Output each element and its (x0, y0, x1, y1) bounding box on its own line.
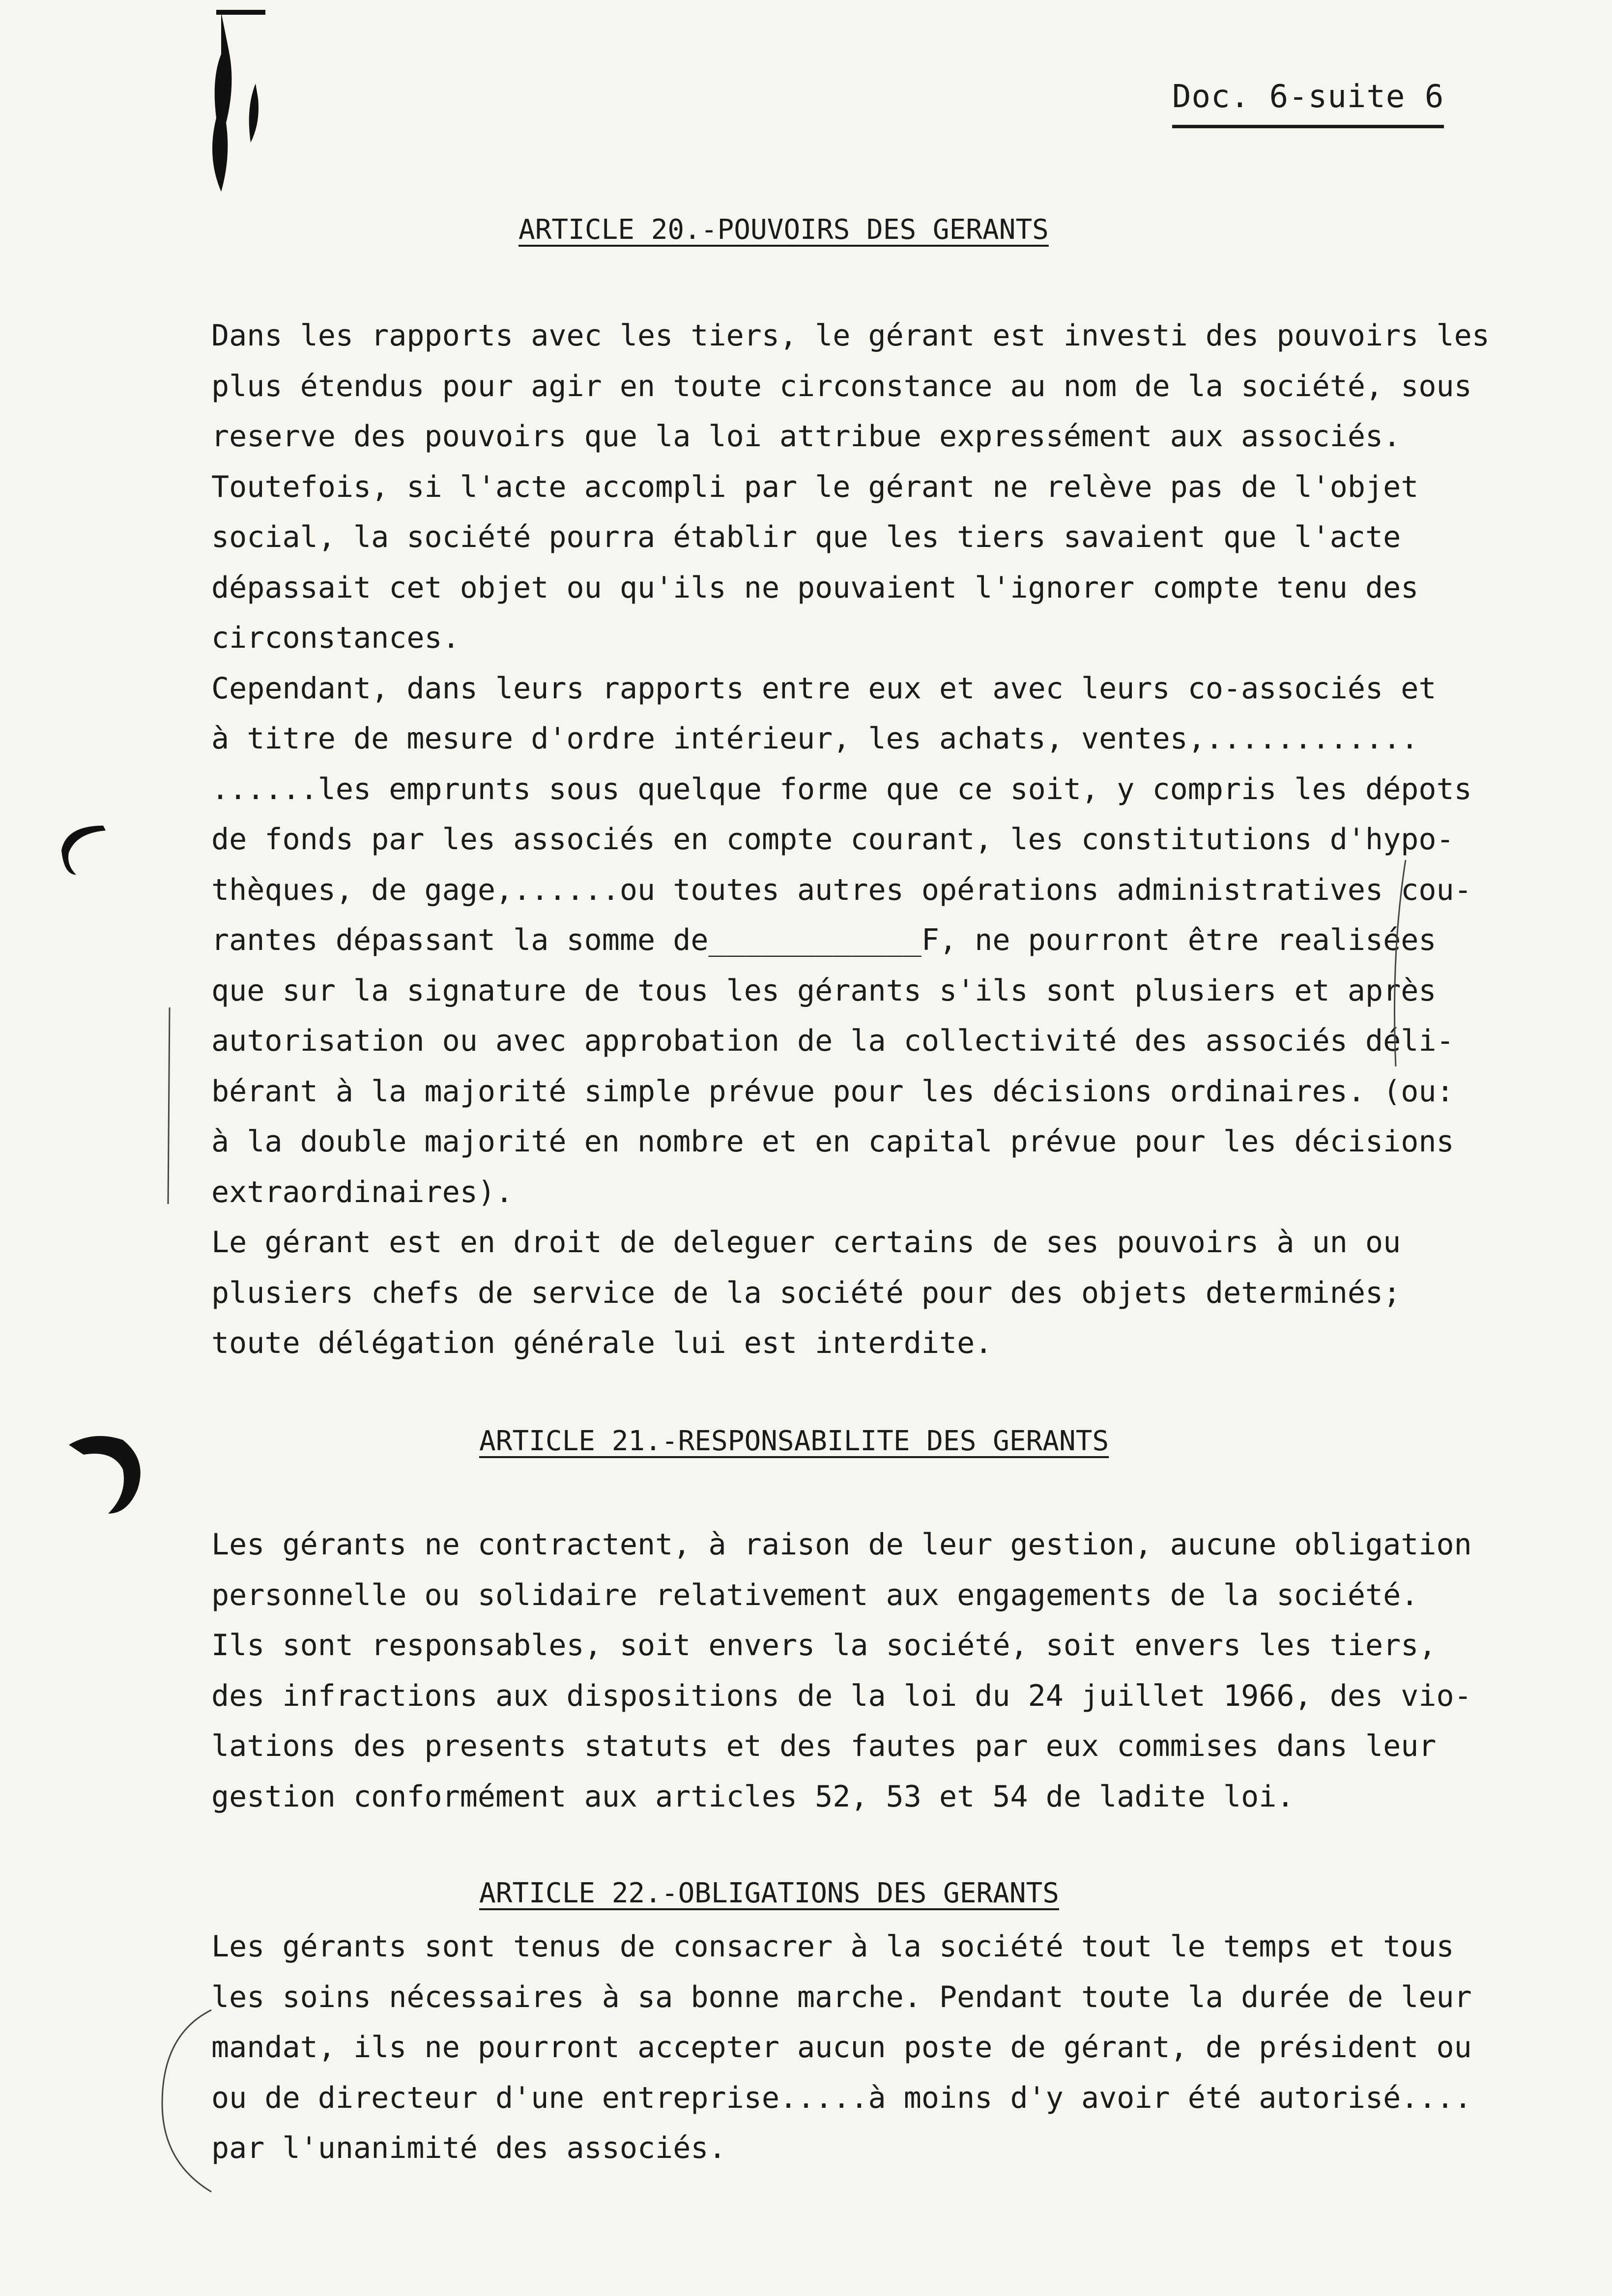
article-21-body: Les gérants ne contractent, à raison de leur gestion, aucune obligation personnelle ou solidaire relativement aux engagements de la société. Ils sont responsables, soit envers la société, soit envers les tiers, des infractions aux dispositions de la loi du 24 juillet 1966, des vio- lations des presents statuts et des fautes par eux commises dans leur gestion conformément aux articles 52, 53 et 54 de ladite loi. (211, 1527, 1472, 1814)
margin-stroke (162, 1007, 177, 1204)
article-22-heading: ARTICLE 22.-OBLIGATIONS DES GERANTS (479, 1877, 1060, 1909)
staple-mark (187, 10, 285, 197)
margin-stroke (1381, 855, 1410, 1071)
punch-hole-mark (64, 1425, 152, 1523)
document-reference: Doc. 6-suite 6 (1172, 79, 1444, 128)
margin-bracket (152, 2005, 221, 2202)
article-22-body: Les gérants sont tenus de consacrer à la société tout le temps et tous les soins nécessaires à sa bonne marche. Pendant toute la durée de leur mandat, ils ne pourront accepter aucun poste de gérant, de président ou ou de directeur d'une entreprise.....à moins d'y avoir été autorisé.... par l'unanimité des associés. (211, 1929, 1472, 2165)
article-20-body: Dans les rapports avec les tiers, le gérant est investi des pouvoirs les plus étendus pour agir en toute circonstance au nom de la société, sous reserve des pouvoirs que la loi attribue expressément aux associés. Toutefois, si l'acte accompli par le gérant ne relève pas de l'objet social, la société pourra établir que les tiers savaient que l'acte dépassait cet objet ou qu'ils ne pouvaient l'ignorer compte tenu des circonstances. Cependant, dans leurs rapports entre eux et avec leurs co-associés et à titre de mesure d'ordre intérieur, les achats, ventes,............ ......les emprunts sous quelque forme que ce soit, y compris les dépots de fonds par les associés en compte courant, les constitutions d'hypo- thèques, de gage,......ou toutes autres opérations administratives cou- rantes dépassant la somme de____________F, ne pourront être realisées que sur la signature de tous les gérants s'ils sont plusiers et après autorisation ou avec approbation de la collectivité des associés déli- bérant à la majorité simple prévue pour les décisions ordinaires. (ou: à la double majorité en nombre et en capital prévue pour les décisions extraordinaires). Le gérant est en droit de deleguer certains de ses pouvoirs à un ou plusiers chefs de service de la société pour des objets determinés; toute délégation générale lui est interdite. (211, 318, 1490, 1360)
punch-hole-mark (47, 816, 115, 885)
article-21-heading: ARTICLE 21.-RESPONSABILITE DES GERANTS (479, 1425, 1109, 1457)
article-20-heading: ARTICLE 20.-POUVOIRS DES GERANTS (518, 214, 1049, 246)
